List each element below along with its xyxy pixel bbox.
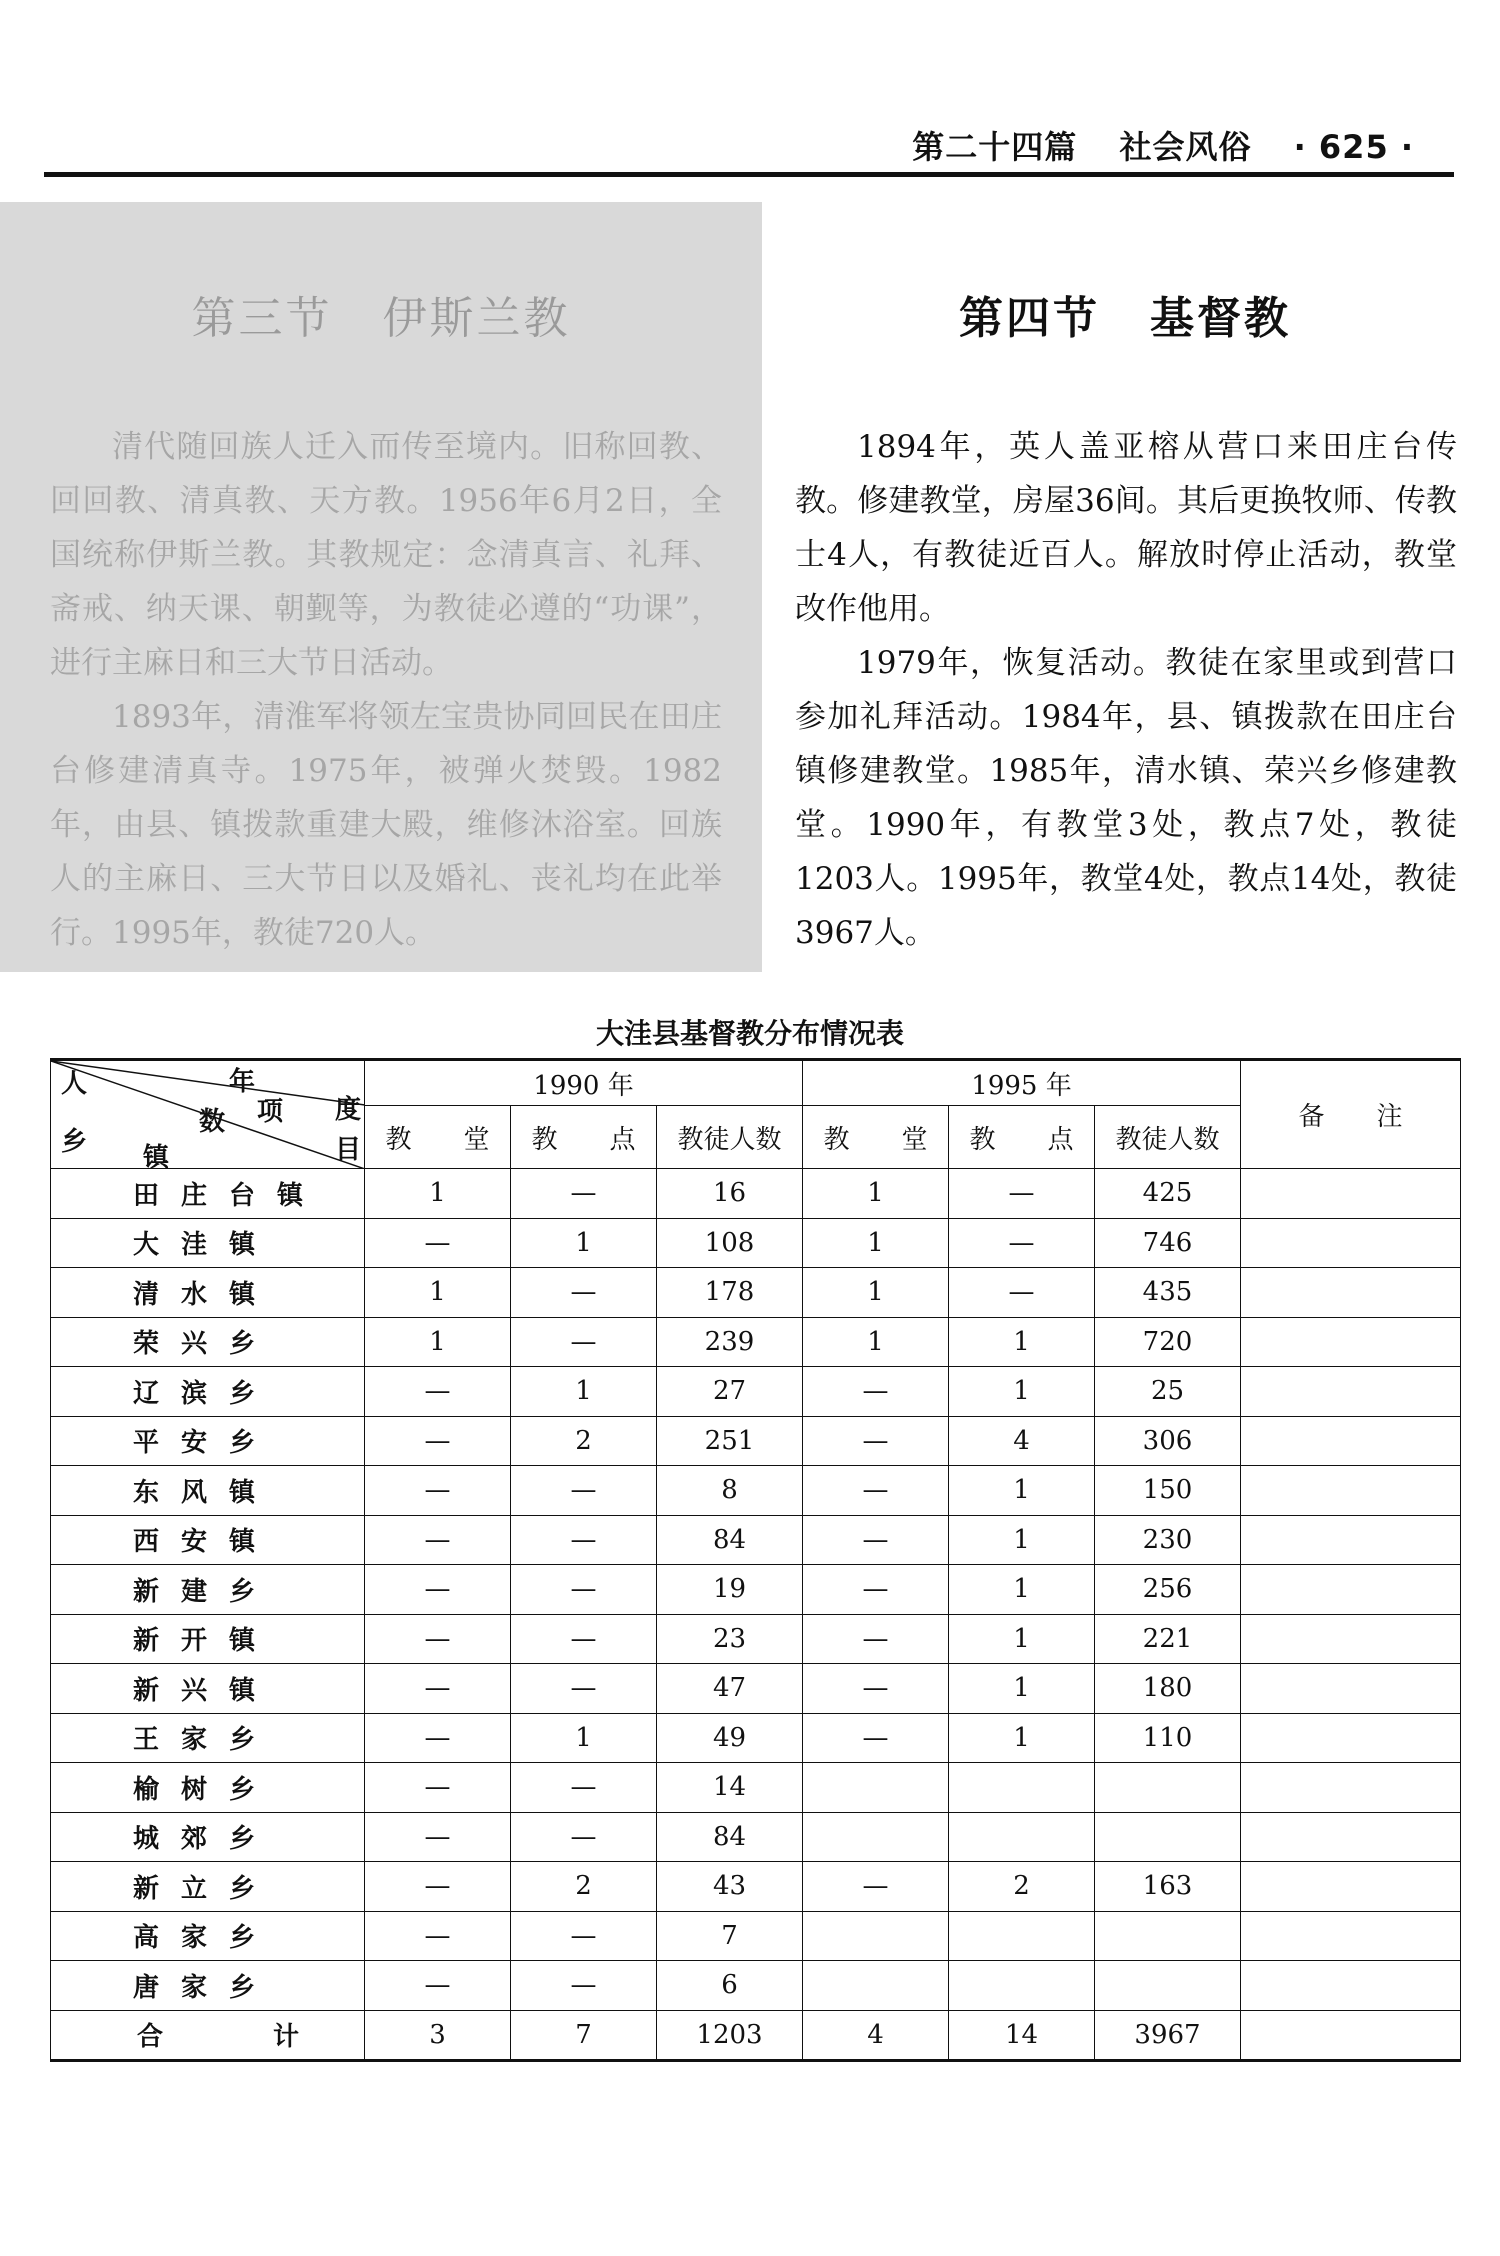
table-row: [51, 1565, 1461, 1615]
table-cell: —: [803, 1416, 949, 1466]
total-label-he: 合: [137, 2022, 164, 2053]
table-cell: —: [365, 1515, 511, 1565]
table-cell: —: [365, 1911, 511, 1961]
table-cell: —: [949, 1218, 1095, 1268]
township-name: 田庄台镇: [51, 1169, 365, 1219]
township-name: 榆树乡: [51, 1763, 365, 1813]
table-cell: 425: [1095, 1169, 1241, 1219]
table-cell: [949, 1961, 1095, 2011]
table-cell: 1: [511, 1367, 657, 1417]
section4-body: [795, 420, 1457, 960]
table-cell: 16: [657, 1169, 803, 1219]
col-header-members: 教徒人数: [657, 1106, 803, 1169]
table-cell: 239: [657, 1317, 803, 1367]
section4-title: [790, 282, 1460, 346]
township-name: 平安乡: [51, 1416, 365, 1466]
township-name: 新开镇: [51, 1614, 365, 1664]
table-body: [51, 1169, 1461, 2061]
table-cell: 2: [511, 1416, 657, 1466]
township-name: 城郊乡: [51, 1812, 365, 1862]
running-header: [44, 112, 1454, 172]
col-header-point: 教 点: [511, 1106, 657, 1169]
year-1995-header: 1995 年: [803, 1060, 1241, 1106]
col-header-point: 教 点: [949, 1106, 1095, 1169]
table-row: [51, 1466, 1461, 1516]
table-row: [51, 1268, 1461, 1318]
table-cell: 14: [657, 1763, 803, 1813]
table-cell-remarks: [1241, 1317, 1461, 1367]
table-cell: —: [803, 1466, 949, 1516]
corner-label: 年: [229, 1067, 256, 1097]
table-row: [51, 1862, 1461, 1912]
table-cell: 47: [657, 1664, 803, 1714]
table-cell: [949, 1763, 1095, 1813]
corner-label: 乡: [61, 1127, 88, 1157]
table-cell: 84: [657, 1812, 803, 1862]
section3-title: [0, 282, 762, 346]
table-cell: 180: [1095, 1664, 1241, 1714]
table-cell: —: [511, 1169, 657, 1219]
township-name: 荣兴乡: [51, 1317, 365, 1367]
table-cell: —: [803, 1367, 949, 1417]
table-cell: 1: [949, 1466, 1095, 1516]
table-cell-remarks: [1241, 1515, 1461, 1565]
table-cell: 6: [657, 1961, 803, 2011]
table-cell: —: [365, 1664, 511, 1714]
table-cell-remarks: [1241, 1713, 1461, 1763]
table-cell: 221: [1095, 1614, 1241, 1664]
table-cell: —: [365, 1961, 511, 2011]
col-header-church: 教 堂: [803, 1106, 949, 1169]
section3-title-number: 第三节: [191, 293, 333, 344]
table-cell: 1: [803, 1317, 949, 1367]
col-header-members: 教徒人数: [1095, 1106, 1241, 1169]
table-cell: —: [365, 1862, 511, 1912]
table-cell: 1: [949, 1317, 1095, 1367]
table-cell: 2: [511, 1862, 657, 1912]
table-cell-remarks: [1241, 2010, 1461, 2061]
section3-title-name: 伊斯兰教: [382, 293, 571, 344]
table-cell: —: [803, 1664, 949, 1714]
table-cell: 3: [365, 2010, 511, 2061]
table-cell-remarks: [1241, 1466, 1461, 1516]
table-cell: —: [511, 1268, 657, 1318]
total-row: [51, 2010, 1461, 2061]
table-cell: [949, 1911, 1095, 1961]
table-cell-remarks: [1241, 1763, 1461, 1813]
table-cell: 3967: [1095, 2010, 1241, 2061]
table-cell: [803, 1961, 949, 2011]
table-cell: —: [365, 1614, 511, 1664]
table-cell: 1: [511, 1218, 657, 1268]
corner-label: 目: [335, 1135, 362, 1165]
table-cell: —: [949, 1169, 1095, 1219]
table-cell: —: [511, 1614, 657, 1664]
chapter-title: 社会风俗: [1119, 128, 1252, 166]
table-cell-remarks: [1241, 1218, 1461, 1268]
table-cell: 150: [1095, 1466, 1241, 1516]
township-name: 新兴镇: [51, 1664, 365, 1714]
table-cell: —: [803, 1565, 949, 1615]
table-cell: 25: [1095, 1367, 1241, 1417]
corner-label: 数: [199, 1107, 226, 1137]
table-cell: 1: [511, 1713, 657, 1763]
remarks-header: 备 注: [1241, 1060, 1461, 1169]
township-name: 西安镇: [51, 1515, 365, 1565]
table-cell: 251: [657, 1416, 803, 1466]
year-1990-header: 1990 年: [365, 1060, 803, 1106]
table-cell: [1095, 1763, 1241, 1813]
table-cell: 1: [949, 1664, 1095, 1714]
table-cell: —: [511, 1317, 657, 1367]
table-cell: 108: [657, 1218, 803, 1268]
corner-label: 度: [335, 1095, 362, 1125]
table-cell: —: [511, 1466, 657, 1516]
table-cell: 720: [1095, 1317, 1241, 1367]
table-cell: 8: [657, 1466, 803, 1516]
table-row: [51, 1169, 1461, 1219]
table-cell: —: [365, 1416, 511, 1466]
table-row: [51, 1812, 1461, 1862]
table-cell: 1: [803, 1218, 949, 1268]
township-name: 清水镇: [51, 1268, 365, 1318]
chapter-label: 第二十四篇: [912, 128, 1078, 166]
section4-paragraph: 1979年，恢复活动。教徒在家里或到营口参加礼拜活动。1984年，县、镇拨款在田庄台镇修建教堂。1985年，清水镇、荣兴乡修建教堂。1990年，有教堂3处，教点7处，教徒1203人。1995年，教堂4处，教点14处，教徒3967人。: [795, 645, 1457, 951]
table-cell: —: [949, 1268, 1095, 1318]
table-cell: —: [511, 1911, 657, 1961]
township-name: 东风镇: [51, 1466, 365, 1516]
table-cell: 1: [365, 1169, 511, 1219]
table-cell: 4: [949, 1416, 1095, 1466]
table-cell-remarks: [1241, 1367, 1461, 1417]
table-row: [51, 1317, 1461, 1367]
table-cell: [803, 1763, 949, 1813]
table-cell: —: [365, 1367, 511, 1417]
total-label: [51, 2010, 365, 2061]
table-cell: [1095, 1812, 1241, 1862]
table-cell: 43: [657, 1862, 803, 1912]
table-cell: —: [365, 1565, 511, 1615]
table-cell: 163: [1095, 1862, 1241, 1912]
table-row: [51, 1763, 1461, 1813]
township-name: 新立乡: [51, 1862, 365, 1912]
table-cell: —: [511, 1664, 657, 1714]
table-cell: 178: [657, 1268, 803, 1318]
table-cell: —: [511, 1961, 657, 2011]
table-cell: 1: [949, 1713, 1095, 1763]
township-name: 大洼镇: [51, 1218, 365, 1268]
section3-paragraph: 1893年，清淮军将领左宝贵协同回民在田庄台修建清真寺。1975年，被弹火焚毁。1982年，由县、镇拨款重建大殿，维修沐浴室。回族人的主麻日、三大节日以及婚礼、丧礼均在此举行。1995年，教徒720人。: [50, 699, 722, 951]
table-row: [51, 1961, 1461, 2011]
table-cell: 7: [511, 2010, 657, 2061]
table-cell: 1: [365, 1268, 511, 1318]
table-cell: 1: [949, 1565, 1095, 1615]
table-row: [51, 1367, 1461, 1417]
table-cell: —: [365, 1763, 511, 1813]
table-row: [51, 1614, 1461, 1664]
table-cell: 84: [657, 1515, 803, 1565]
table-cell-remarks: [1241, 1416, 1461, 1466]
township-name: 新建乡: [51, 1565, 365, 1615]
table-cell: [949, 1812, 1095, 1862]
table-cell-remarks: [1241, 1911, 1461, 1961]
table-cell: —: [803, 1614, 949, 1664]
table-cell-remarks: [1241, 1862, 1461, 1912]
table-cell: 27: [657, 1367, 803, 1417]
header-rule: [44, 172, 1454, 177]
table-cell: 1203: [657, 2010, 803, 2061]
table-cell: 4: [803, 2010, 949, 2061]
table-cell: 746: [1095, 1218, 1241, 1268]
table-cell: —: [511, 1515, 657, 1565]
table-cell: —: [365, 1466, 511, 1516]
table-cell: 230: [1095, 1515, 1241, 1565]
section3-paragraph: 清代随回族人迁入而传至境内。旧称回教、回回教、清真教、天方教。1956年6月2日，全国统称伊斯兰教。其教规定：念清真言、礼拜、斋戒、纳天课、朝觐等，为教徒必遵的“功课”，进行主麻日和三大节日活动。: [50, 429, 722, 681]
section4-title-name: 基督教: [1150, 293, 1291, 344]
table-row: [51, 1515, 1461, 1565]
running-header-text: [882, 122, 1414, 168]
table-cell: —: [511, 1565, 657, 1615]
table-cell: —: [365, 1218, 511, 1268]
table-cell: [803, 1911, 949, 1961]
table-cell: 1: [949, 1614, 1095, 1664]
total-label-ji: 计: [273, 2022, 300, 2053]
table-cell: —: [365, 1812, 511, 1862]
table-cell-remarks: [1241, 1961, 1461, 2011]
table-cell: 1: [803, 1169, 949, 1219]
table-cell: 14: [949, 2010, 1095, 2061]
table-cell: —: [365, 1713, 511, 1763]
col-header-church: 教 堂: [365, 1106, 511, 1169]
section3-body: [50, 420, 722, 960]
table-cell: 1: [803, 1268, 949, 1318]
page-number: · 625 ·: [1293, 128, 1414, 166]
table-cell: 19: [657, 1565, 803, 1615]
table-row: [51, 1911, 1461, 1961]
table-cell: 110: [1095, 1713, 1241, 1763]
table-cell: —: [803, 1862, 949, 1912]
table-cell-remarks: [1241, 1812, 1461, 1862]
table-cell-remarks: [1241, 1169, 1461, 1219]
table-cell: —: [511, 1763, 657, 1813]
table-corner-header: [51, 1060, 365, 1173]
table-cell: [1095, 1911, 1241, 1961]
table-row: [51, 1664, 1461, 1714]
table-cell: 1: [949, 1367, 1095, 1417]
township-name: 辽滨乡: [51, 1367, 365, 1417]
table-cell: 49: [657, 1713, 803, 1763]
table-cell: 7: [657, 1911, 803, 1961]
township-name: 高家乡: [51, 1911, 365, 1961]
table-cell-remarks: [1241, 1614, 1461, 1664]
section4-title-number: 第四节: [959, 293, 1100, 344]
table-cell: —: [803, 1713, 949, 1763]
township-name: 唐家乡: [51, 1961, 365, 2011]
table-cell: 435: [1095, 1268, 1241, 1318]
table-cell: 2: [949, 1862, 1095, 1912]
table-cell: —: [511, 1812, 657, 1862]
section4-paragraph: 1894年，英人盖亚榕从营口来田庄台传教。修建教堂，房屋36间。其后更换牧师、传教士4人，有教徒近百人。解放时停止活动，教堂改作他用。: [795, 429, 1457, 627]
table-cell: [803, 1812, 949, 1862]
table-cell-remarks: [1241, 1565, 1461, 1615]
table-row: [51, 1218, 1461, 1268]
table-cell: [1095, 1961, 1241, 2011]
corner-label: 人: [61, 1069, 88, 1099]
christianity-distribution-table: [50, 1058, 1461, 2062]
table-cell: 256: [1095, 1565, 1241, 1615]
table-title: 大洼县基督教分布情况表: [595, 1017, 904, 1050]
table-cell-remarks: [1241, 1664, 1461, 1714]
table-cell-remarks: [1241, 1268, 1461, 1318]
table-cell: 1: [949, 1515, 1095, 1565]
township-name: 王家乡: [51, 1713, 365, 1763]
table-row: [51, 1713, 1461, 1763]
table-cell: —: [803, 1515, 949, 1565]
corner-label: 项: [257, 1097, 284, 1127]
table-row: [51, 1416, 1461, 1466]
table-cell: 306: [1095, 1416, 1241, 1466]
table-cell: 1: [365, 1317, 511, 1367]
table-cell: 23: [657, 1614, 803, 1664]
corner-label: 镇: [143, 1143, 170, 1173]
